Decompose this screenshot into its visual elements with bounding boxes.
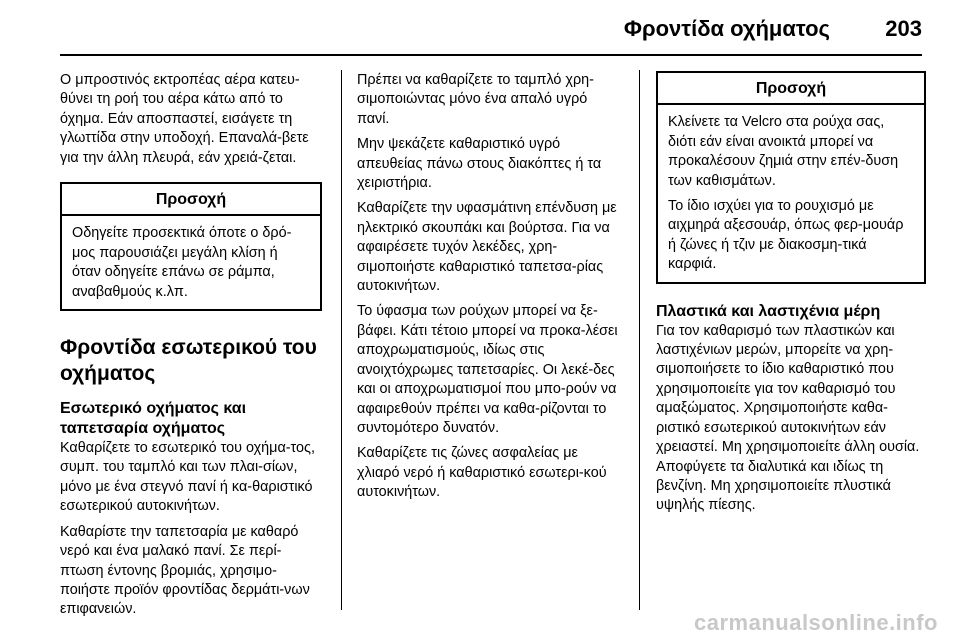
paragraph: Καθαρίζετε το εσωτερικό του οχήμα-τος, συμπ. του ταμπλό και των πλαι-σίων, μόνο με ένα στεγνό πανί ή κα-θαριστικό εσωτερικού αυτοκινήτων.	[60, 440, 315, 515]
column-divider	[341, 70, 342, 610]
caution-title: Προσοχή	[658, 73, 924, 105]
paragraph: Μην ψεκάζετε καθαριστικό υγρό απευθείας πάνω στους διακόπτες ή τα χειριστήρια.	[357, 136, 602, 192]
column-2	[357, 71, 621, 509]
intro-paragraph: Ο μπροστινός εκτροπέας αέρα κατευ-θύνει τη ροή του αέρα κάτω από το όχημα. Εάν αποσπαστεί, εισάγετε τη γλωττίδα στην υποδοχή. Επαναλά-βετε για την άλλη πλευρά, εάν χρειά-ζεται.	[60, 72, 309, 166]
caution-text: Κλείνετε τα Velcro στα ρούχα σας, διότι εάν είναι ανοικτά μπορεί να προκαλέσουν ζημιά στην επέν-δυση των καθισμάτων.	[668, 114, 899, 189]
running-header-title: Φροντίδα οχήματος	[623, 16, 830, 41]
caution-text: Οδηγείτε προσεκτικά όποτε ο δρό-μος παρουσιάζει μεγάλη κλίση ή όταν οδηγείτε επάνω σε ράμπα, αναβαθμούς κ.λπ.	[72, 225, 292, 300]
column-1	[60, 71, 322, 626]
watermark: carmanualsonline.info	[694, 610, 938, 635]
paragraph: Για τον καθαρισμό των πλαστικών και λαστιχένιων μερών, μπορείτε να χρη-σιμοποιήσετε το ίδιο καθαριστικό που χρησιμοποιείτε για τον καθαρισμό του αμαξώματος. Χρησιμοποιήστε καθα-ριστικό εσωτερικού αυτοκινήτων εάν χρειαστεί. Μη χρησιμοποιείτε άλλη ουσία. Αποφύγετε τα διαλυτικά και ιδίως τη βενζίνη. Μη χρησιμοποιείτε πλυστικά υψηλής πίεσης.	[656, 322, 920, 514]
paragraph: Καθαρίστε την ταπετσαρία με καθαρό νερό και ένα μαλακό πανί. Σε περί-πτωση έντονης βρομιάς, χρησιμο-ποιήστε προϊόν φροντίδας δερμάτι-νων επιφανειών.	[60, 523, 310, 618]
column-3	[656, 71, 926, 522]
paragraph: Το ύφασμα των ρούχων μπορεί να ξε-βάφει. Κάτι τέτοιο μπορεί να προκα-λέσει αποχρωματισμούς, ιδίως στις ανοιχτόχρωμες ταπετσαρίες. Οι λεκέ-δες και οι αποχρωματισμοί που μπο-ρούν να αφαιρεθούν πρέπει να καθα-ρίζονται το συντομότερο δυνατόν.	[357, 303, 618, 436]
section-heading: Φροντίδα εσωτερικού του οχήματος	[60, 336, 317, 386]
paragraph: Πρέπει να καθαρίζετε το ταμπλό χρη-σιμοποιώντας μόνο ένα απαλό υγρό πανί.	[357, 72, 594, 127]
caution-box	[656, 71, 926, 284]
page-number: 203	[885, 16, 922, 41]
caution-body	[62, 216, 320, 309]
paragraph: Καθαρίζετε την υφασμάτινη επένδυση με ηλεκτρικό σκουπάκι και βούρτσα. Για να αφαιρέσετε τυχόν λεκέδες, χρη-σιμοποιήστε καθαριστικό ταπετσα-ρίας αυτοκινήτων.	[357, 200, 617, 295]
subheading: Εσωτερικό οχήματος και ταπετσαρία οχήματος	[60, 400, 247, 438]
paragraph: Καθαρίζετε τις ζώνες ασφαλείας με χλιαρό νερό ή καθαριστικό εσωτερι-κού αυτοκινήτων.	[357, 445, 607, 501]
caution-title: Προσοχή	[62, 184, 320, 216]
subheading: Πλαστικά και λαστιχένια μέρη	[656, 302, 881, 320]
header-rule	[60, 54, 922, 56]
column-divider	[639, 70, 640, 610]
caution-box	[60, 182, 322, 311]
caution-text: Το ίδιο ισχύει για το ρουχισμό με αιχμηρά αξεσουάρ, όπως φερ-μουάρ ή ζώνες ή τζιν με διακοσμη-τικά καρφιά.	[668, 198, 904, 273]
caution-body	[658, 105, 924, 281]
